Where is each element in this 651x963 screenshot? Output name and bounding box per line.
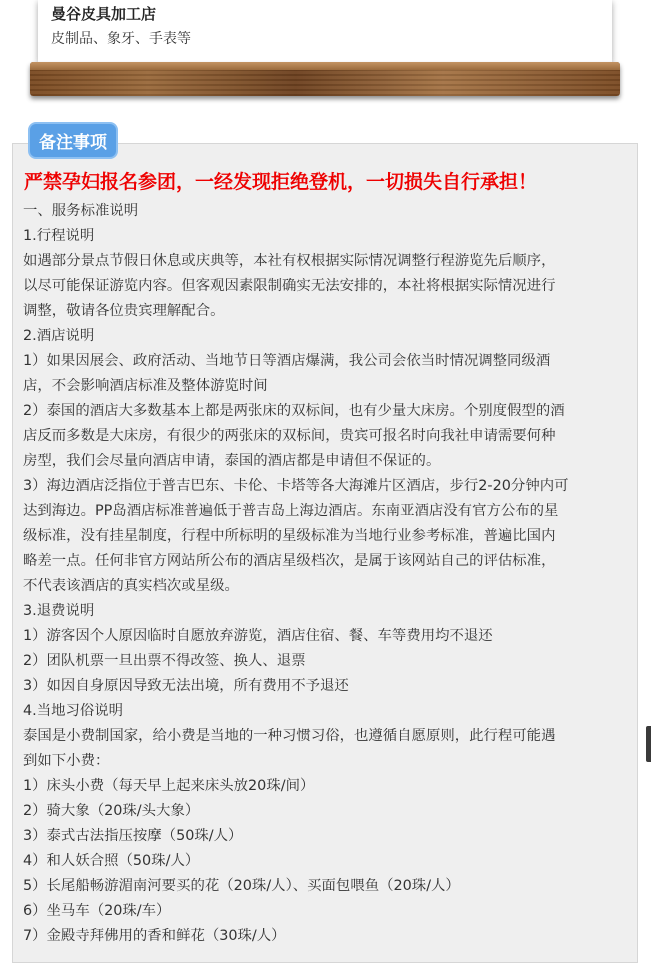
shop-description: 皮制品、象牙、手表等: [51, 31, 191, 47]
notes-line: 泰国是小费制国家，给小费是当地的一种习惯习俗，也遵循自愿原则，此行程可能遇: [23, 728, 556, 744]
notes-line: 以尽可能保证游览内容。但客观因素限制确实无法安排的，本社将根据实际情况进行: [23, 278, 556, 294]
notes-line: 到如下小费：: [23, 753, 110, 769]
side-scroll-tab[interactable]: [646, 726, 651, 762]
notes-line: 4.当地习俗说明: [23, 703, 124, 719]
notes-line: 2）骑大象（20珠/头大象）: [23, 803, 200, 819]
notes-line: 1）如果因展会、政府活动、当地节日等酒店爆满，我公司会依当时情况调整同级酒: [23, 353, 551, 369]
notes-line: 店反而多数是大床房，有很少的两张床的双标间，贵宾可报名时向我社申请需要何种: [23, 428, 556, 444]
warning-text: 严禁孕妇报名参团，一经发现拒绝登机，一切损失自行承担！: [24, 171, 538, 193]
notes-line: 3）泰式古法指压按摩（50珠/人）: [23, 828, 243, 844]
notes-line: 2）团队机票一旦出票不得改签、换人、退票: [23, 653, 306, 669]
notes-line: 不代表该酒店的真实档次或星级。: [23, 578, 239, 594]
notes-line: 1.行程说明: [23, 228, 95, 244]
notes-line: 级标准，没有挂星制度，行程中所标明的星级标准为当地行业参考标准，普遍比国内: [23, 528, 556, 544]
notes-line: 5）长尾船畅游湄南河要买的花（20珠/人）、买面包喂鱼（20珠/人）: [23, 878, 460, 894]
notes-line: 2.酒店说明: [23, 328, 95, 344]
notes-line: 2）泰国的酒店大多数基本上都是两张床的双标间，也有少量大床房。个别度假型的酒: [23, 403, 565, 419]
notes-tab: 备注事项: [28, 122, 118, 159]
notes-line: 4）和人妖合照（50珠/人）: [23, 853, 200, 869]
notes-line: 3）如因自身原因导致无法出境，所有费用不予退还: [23, 678, 349, 694]
notes-line: 7）金殿寺拜佛用的香和鲜花（30珠/人）: [23, 928, 286, 944]
wood-shelf: [30, 62, 620, 96]
notes-line: 3.退费说明: [23, 603, 95, 619]
notes-line: 3）海边酒店泛指位于普吉巴东、卡伦、卡塔等各大海滩片区酒店，步行2-20分钟内可: [23, 478, 569, 494]
notes-line: 1）游客因个人原因临时自愿放弃游览，酒店住宿、餐、车等费用均不退还: [23, 628, 493, 644]
notes-line: 1）床头小费（每天早上起来床头放20珠/间）: [23, 778, 315, 794]
notes-line: 如遇部分景点节假日休息或庆典等，本社有权根据实际情况调整行程游览先后顺序，: [23, 253, 556, 269]
notes-line: 一、服务标准说明: [23, 203, 139, 219]
notes-line: 房型，我们会尽量向酒店申请，泰国的酒店都是申请但不保证的。: [23, 453, 441, 469]
notes-line: 调整，敬请各位贵宾理解配合。: [23, 303, 225, 319]
notes-line: 达到海边。PP岛酒店标准普遍低于普吉岛上海边酒店。东南亚酒店没有官方公布的星: [23, 503, 559, 519]
shop-card: [38, 0, 612, 62]
notes-line: 店，不会影响酒店标准及整体游览时间: [23, 378, 268, 394]
shop-name: 曼谷皮具加工店: [51, 5, 157, 23]
notes-line: 6）坐马车（20珠/车）: [23, 903, 171, 919]
notes-line: 略差一点。任何非官方网站所公布的酒店星级档次，是属于该网站自己的评估标准，: [23, 553, 556, 569]
